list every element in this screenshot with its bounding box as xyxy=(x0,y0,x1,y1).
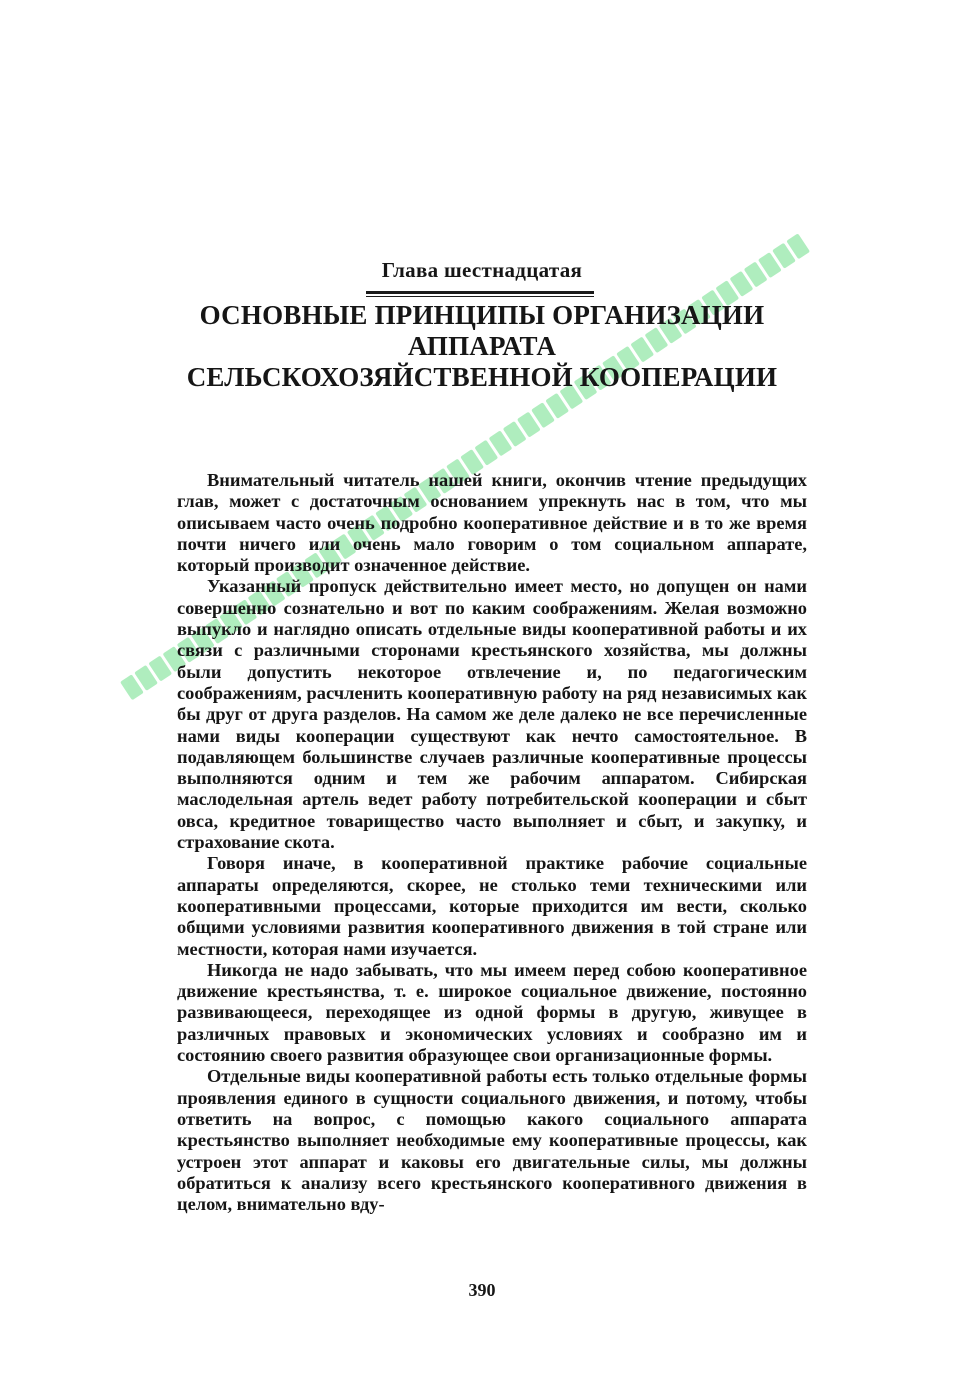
paragraph: Указанный пропуск действительно имеет место, но допущен он нами совершенно сознательно и вот по каким соображениям. Желая возможно выпукло и наглядно описать отдельные виды кооперативной работы и их связи с различными сторонами крестьянского хозяйства, мы должны были допустить некоторое отвлечение и, по педагогическим соображениям, расчленить кооперативную работу на ряд независимых как бы друг от друга разделов. На самом же деле далеко не все перечисленные нами виды кооперации существуют как нечто самостоятельное. В подавляющем большинстве случаев различные кооперативные процессы выполняются одним и тем же рабочим аппаратом. Сибирская маслодельная артель ведет работу потребительской кооперации и сбыт овса, кредитное товарищество часто выполняет и сбыт, и закупку, и страхование скота. xyxy=(177,576,807,853)
paragraph: Внимательный читатель нашей книги, окончив чтение предыдущих глав, может с достаточным основанием упрекнуть нас в том, что мы описываем часто очень подробно кооперативное действие и в то же время почти ничего или очень мало говорим о том социальном аппарате, который производит означенное действие. xyxy=(177,470,807,576)
chapter-title-line: ОСНОВНЫЕ ПРИНЦИПЫ ОРГАНИЗАЦИИ xyxy=(199,300,765,330)
chapter-title-line: АППАРАТА xyxy=(407,331,557,361)
paragraph: Говоря иначе, в кооперативной практике рабочие социальные аппараты определяются, скорее, не столько теми техническими или кооперативными процессами, которые приходится им вести, сколько общими условиями развития кооперативного движения в той стране или местности, которая нами изучается. xyxy=(177,853,807,959)
chapter-label: Глава шестнадцатая xyxy=(381,258,583,282)
paragraph: Отдельные виды кооперативной работы есть только отдельные формы проявления единого в сущности социального движения, и потому, чтобы ответить на вопрос, с помощью какого социального аппарата крестьянство выполняет необходимые ему кооперативные процессы, как устроен этот аппарат и каковы его двигательные силы, мы должны обратиться к анализу всего крестьянского кооперативного движения в целом, внимательно вду- xyxy=(177,1066,807,1215)
chapter-title-line: СЕЛЬСКОХОЗЯЙСТВЕННОЙ КООПЕРАЦИИ xyxy=(186,362,778,392)
paragraph: Никогда не надо забывать, что мы имеем перед собою кооперативное движение крестьянства, т. е. широкое социальное движение, постоянно развивающееся, переходящее из одной формы в другую, живущее в различных правовых и экономических условиях и сообразно им и состоянию своего развития образующее свои организационные формы. xyxy=(177,959,807,1066)
chapter-title xyxy=(0,300,964,393)
page-number: 390 xyxy=(468,1280,496,1300)
body-text xyxy=(177,470,807,1215)
